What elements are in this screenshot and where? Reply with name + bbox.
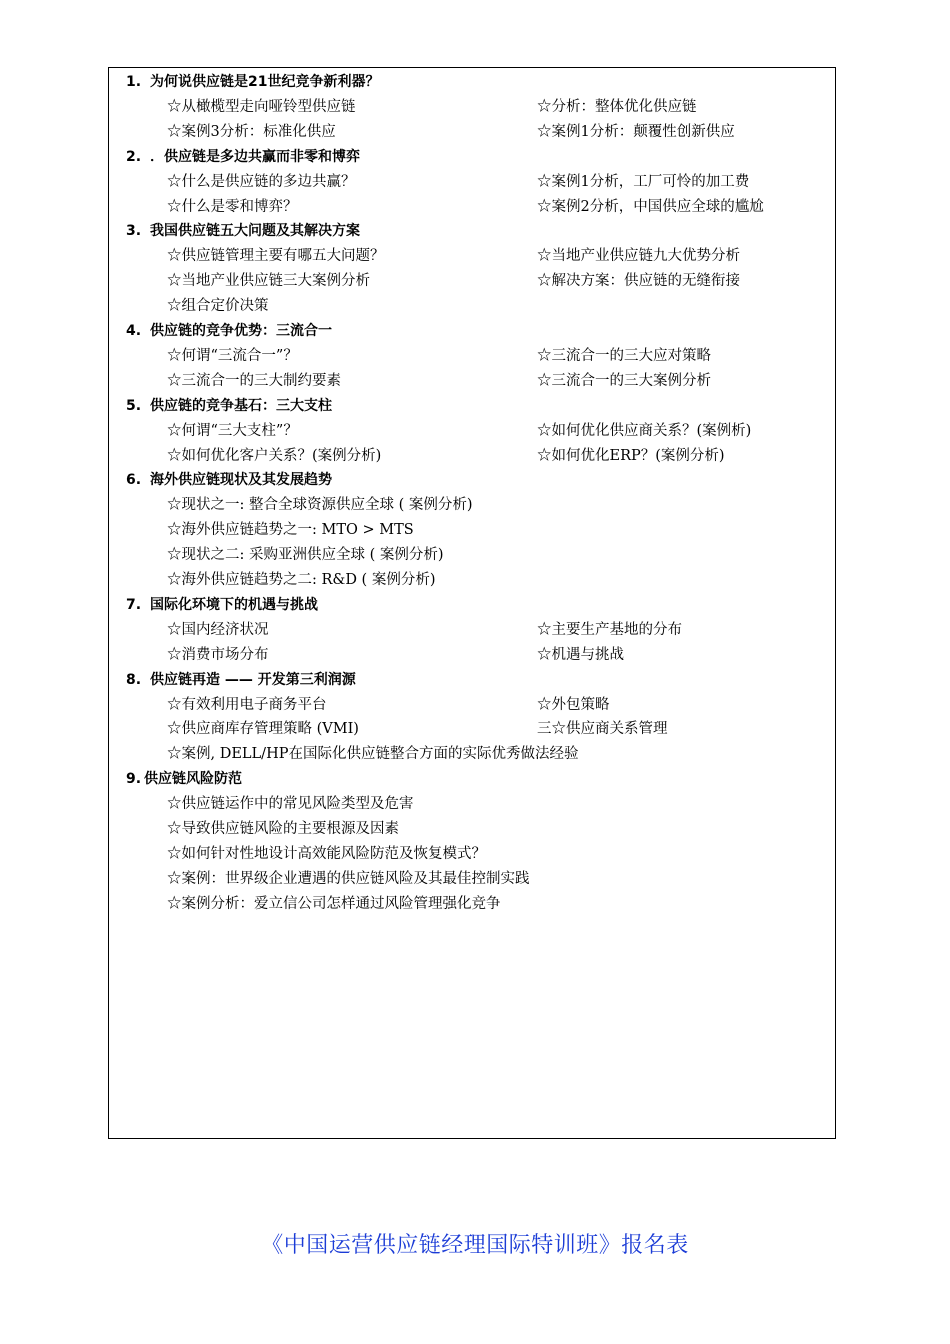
topic-row <box>0 892 950 917</box>
topic-item: ☆主要生产基地的分布 <box>537 621 682 638</box>
topic-row <box>0 717 950 742</box>
section-heading <box>0 767 950 792</box>
section-number: 9. <box>126 771 142 788</box>
topic-item: ☆如何优化客户关系？(案例分析) <box>167 447 382 464</box>
topic-row <box>0 643 950 668</box>
topic-item: ☆案例1分析：颠覆性创新供应 <box>537 123 735 140</box>
section-number: 8. <box>126 671 142 688</box>
topic-item: ☆解决方案：供应链的无缝衔接 <box>537 273 740 290</box>
topic-item: ☆海外供应链趋势之一: MTO > MTS <box>167 522 414 539</box>
section-title: 供应链风险防范 <box>144 771 242 788</box>
topic-item: ☆当地产业供应链三大案例分析 <box>167 273 370 290</box>
topic-item: ☆分析：整体优化供应链 <box>537 98 697 115</box>
section-heading <box>0 668 950 693</box>
topic-item: ☆供应链运作中的常见风险类型及危害 <box>167 796 414 813</box>
topic-row <box>0 95 950 120</box>
topic-row <box>0 195 950 220</box>
topic-item: ☆消费市场分布 <box>167 646 269 663</box>
section-heading <box>0 593 950 618</box>
topic-item: ☆案例：世界级企业遭遇的供应链风险及其最佳控制实践 <box>167 870 530 887</box>
topic-row <box>0 419 950 444</box>
section-number: 1. <box>126 74 142 90</box>
topic-item: ☆组合定价决策 <box>167 298 269 315</box>
section-heading <box>0 70 950 95</box>
topic-row <box>0 543 950 568</box>
section-number: 7. <box>126 596 142 613</box>
topic-item: ☆三流合一的三大案例分析 <box>537 372 711 389</box>
topic-row <box>0 518 950 543</box>
section-title: 供应链的竞争基石：三大支柱 <box>150 397 332 414</box>
topic-row <box>0 742 950 767</box>
topic-item: ☆案例分析：爱立信公司怎样通过风险管理强化竞争 <box>167 895 501 912</box>
topic-item: ☆案例, DELL/HP在国际化供应链整合方面的实际优秀做法经验 <box>167 746 579 763</box>
topic-item: ☆导致供应链风险的主要根源及因素 <box>167 821 399 837</box>
topic-item: ☆三流合一的三大应对策略 <box>537 347 711 364</box>
section-number: 2. <box>126 148 142 165</box>
topic-row <box>0 170 950 195</box>
topic-row <box>0 693 950 718</box>
topic-item: ☆三流合一的三大制约要素 <box>167 372 341 389</box>
section-heading <box>0 468 950 493</box>
topic-item: ☆何谓“三大支柱”？ <box>167 422 298 439</box>
topic-row <box>0 817 950 842</box>
section-title: 为何说供应链是21世纪竞争新利器？ <box>150 74 380 90</box>
topic-item: ☆外包策略 <box>537 696 610 713</box>
topic-row <box>0 493 950 518</box>
topic-row <box>0 568 950 593</box>
topic-item: ☆海外供应链趋势之二: R&D ( 案例分析) <box>167 572 436 588</box>
topic-item: ☆供应链管理主要有哪五大问题？ <box>167 248 385 265</box>
topic-item: 三☆供应商关系管理 <box>537 721 668 738</box>
section-number: 3. <box>126 223 142 240</box>
section-title: 海外供应链现状及其发展趋势 <box>150 472 332 489</box>
topic-item: ☆如何优化ERP？(案例分析) <box>537 447 725 464</box>
section-title: 供应链的竞争优势：三流合一 <box>150 323 332 339</box>
topic-row <box>0 294 950 319</box>
section-title: 供应链再造 —— 开发第三利润源 <box>150 671 356 688</box>
topic-item: ☆国内经济状况 <box>167 621 269 638</box>
registration-form-title: 《中国运营供应链经理国际特训班》报名表 <box>261 1233 689 1258</box>
section-title: ．供应链是多边共赢而非零和博弈 <box>150 148 360 165</box>
topic-item: ☆案例2分析，中国供应全球的尴尬 <box>537 198 764 215</box>
topic-item: ☆何谓“三流合一”？ <box>167 347 298 364</box>
topic-item: ☆什么是零和博弈？ <box>167 198 298 215</box>
section-number: 4. <box>126 323 142 339</box>
section-heading <box>0 219 950 244</box>
section-number: 5. <box>126 397 142 414</box>
topic-row <box>0 269 950 294</box>
topic-row <box>0 120 950 145</box>
section-heading <box>0 319 950 344</box>
topic-row <box>0 444 950 469</box>
topic-item: ☆供应商库存管理策略 (VMI) <box>167 721 359 738</box>
topic-row <box>0 618 950 643</box>
section-heading <box>0 145 950 170</box>
topic-item: ☆现状之一: 整合全球资源供应全球 ( 案例分析) <box>167 497 473 514</box>
topic-item: ☆如何优化供应商关系？(案例析) <box>537 422 752 439</box>
topic-item: ☆案例1分析，工厂可怜的加工费 <box>537 173 750 190</box>
section-title: 我国供应链五大问题及其解决方案 <box>150 223 360 240</box>
topic-row <box>0 842 950 867</box>
topic-row <box>0 792 950 817</box>
section-number: 6. <box>126 472 142 489</box>
topic-row <box>0 344 950 369</box>
topic-item: ☆什么是供应链的多边共赢？ <box>167 173 356 190</box>
topic-row <box>0 369 950 394</box>
topic-item: ☆从橄榄型走向哑铃型供应链 <box>167 98 356 115</box>
topic-item: ☆当地产业供应链九大优势分析 <box>537 248 740 265</box>
topic-item: ☆如何针对性地设计高效能风险防范及恢复模式？ <box>167 845 486 862</box>
topic-row <box>0 867 950 892</box>
section-title: 国际化环境下的机遇与挑战 <box>150 596 318 613</box>
topic-item: ☆有效利用电子商务平台 <box>167 696 327 713</box>
section-heading <box>0 394 950 419</box>
topic-row <box>0 244 950 269</box>
topic-item: ☆现状之二: 采购亚洲供应全球 ( 案例分析) <box>167 547 444 564</box>
topic-item: ☆机遇与挑战 <box>537 646 624 663</box>
topic-item: ☆案例3分析：标准化供应 <box>167 123 336 140</box>
